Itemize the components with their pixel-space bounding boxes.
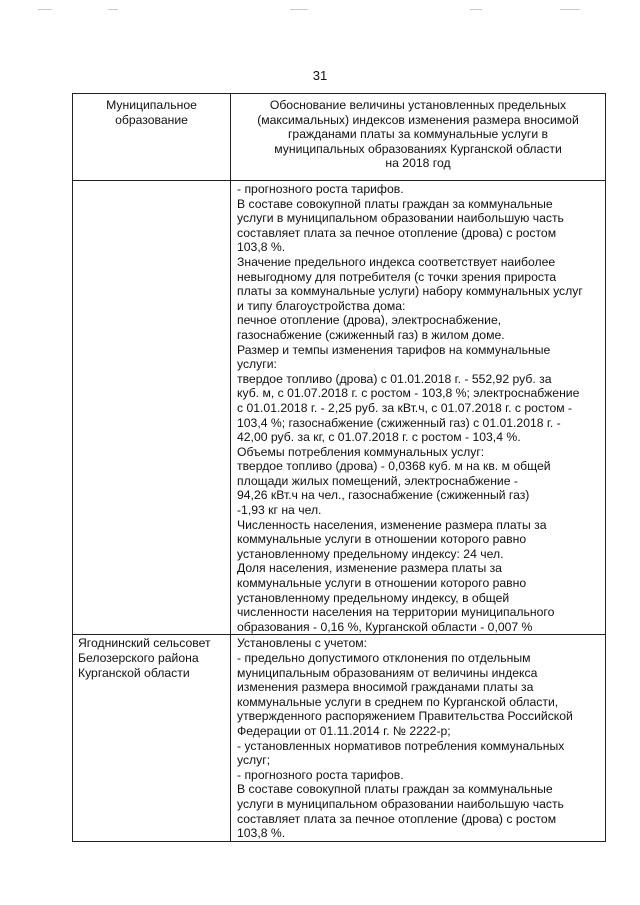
justification-line: утвержденного распоряжением Правительства Российской bbox=[237, 709, 573, 724]
justification-line: платы за коммунальные услуги) набору коммунальных услуг bbox=[237, 284, 583, 299]
table-header-row bbox=[73, 94, 606, 181]
table-row bbox=[73, 181, 606, 635]
justification-line: Численность населения, изменение размера платы за bbox=[237, 517, 547, 532]
header-municipality-line: образование bbox=[115, 112, 188, 127]
justification-line: изменения размера вносимой гражданами платы за bbox=[237, 680, 534, 695]
justification-cell bbox=[231, 635, 606, 841]
header-justification-line: гражданами платы за коммунальные услуги в bbox=[287, 127, 549, 142]
scan-artifact bbox=[560, 9, 580, 10]
header-justification-line: (максимальных) индексов изменения размера вносимой bbox=[257, 112, 579, 127]
scan-artifact bbox=[108, 9, 118, 10]
justification-line: муниципальным образованиям от величины индекса bbox=[237, 665, 538, 680]
scan-artifact bbox=[38, 9, 52, 10]
justification-line: коммунальные услуги в среднем по Курганской области, bbox=[237, 694, 559, 709]
justification-line: В составе совокупной платы граждан за коммунальные bbox=[237, 782, 553, 797]
justification-line: - прогнозного роста тарифов. bbox=[237, 767, 404, 782]
justification-line: твердое топливо (дрова) - 0,0368 куб. м на кв. м общей bbox=[237, 459, 551, 474]
justification-line: и типу благоустройства дома: bbox=[237, 298, 406, 313]
justification-line: Объемы потребления коммунальных услуг: bbox=[237, 444, 485, 459]
justification-line: Установлены с учетом: bbox=[237, 636, 367, 651]
justification-line: куб. м, с 01.07.2018 г. с ростом - 103,8 %; электроснабжение bbox=[237, 386, 580, 401]
municipality-cell bbox=[73, 635, 231, 841]
justification-line: Доля населения, изменение размера платы за bbox=[237, 561, 502, 576]
justification-line: газоснабжение (сжиженный газ) в жилом доме. bbox=[237, 327, 505, 342]
scan-artifact bbox=[290, 9, 308, 10]
justification-line: Значение предельного индекса соответствует наиболее bbox=[237, 254, 556, 269]
justification-line: установленному предельному индексу: 24 чел. bbox=[237, 546, 504, 561]
justification-line: 103,4 %; газоснабжение (сжиженный газ) с 01.01.2018 г. - bbox=[237, 415, 561, 430]
municipality-line: Ягоднинский сельсовет bbox=[78, 636, 211, 651]
page-number: 31 bbox=[312, 68, 328, 83]
justification-line: площади жилых помещений, электроснабжение - bbox=[237, 473, 518, 488]
justification-line: - прогнозного роста тарифов. bbox=[237, 182, 404, 196]
header-municipality bbox=[73, 94, 231, 181]
justification-line: твердое топливо (дрова) с 01.01.2018 г. - 552,92 руб. за bbox=[237, 371, 552, 386]
justification-line: услуги в муниципальном образовании наибольшую часть bbox=[237, 211, 564, 226]
header-justification-line: муниципальных образованиях Курганской области bbox=[274, 141, 562, 156]
justification-line: невыгодному для потребителя (с точки зрения прироста bbox=[237, 269, 557, 284]
justification-line: печное отопление (дрова), электроснабжение, bbox=[237, 313, 502, 328]
justification-line: коммунальные услуги в отношении которого равно bbox=[237, 532, 527, 547]
municipality-cell bbox=[73, 181, 231, 635]
header-justification bbox=[231, 94, 606, 181]
justification-line: составляет плата за печное отопление (дрова) с ростом bbox=[237, 225, 557, 240]
municipality-line: Курганской области bbox=[78, 665, 190, 680]
municipality-line: Белозерского района bbox=[78, 651, 199, 665]
justification-line: услуг; bbox=[237, 753, 271, 768]
justification-line: услуги в муниципальном образовании наибольшую часть bbox=[237, 796, 564, 811]
justification-line: составляет плата за печное отопление (дрова) с ростом bbox=[237, 811, 557, 826]
justification-line: численности населения на территории муниципального bbox=[237, 605, 555, 620]
justification-line: Федерации от 01.11.2014 г. № 2222-р; bbox=[237, 723, 451, 738]
justification-line: 103,8 %. bbox=[237, 240, 286, 255]
justification-line: с 01.01.2018 г. - 2,25 руб. за кВт.ч, с 01.07.2018 г. с ростом - bbox=[237, 400, 573, 415]
justification-line: установленному предельному индексу, в общей bbox=[237, 590, 510, 605]
justification-line: - предельно допустимого отклонения по отдельным bbox=[237, 651, 531, 665]
justification-line: коммунальные услуги в отношении которого равно bbox=[237, 576, 527, 591]
justification-line: 103,8 %. bbox=[237, 826, 286, 841]
scan-artifact bbox=[470, 9, 482, 10]
justification-line: 94,26 кВт.ч на чел., газоснабжение (сжиженный газ) bbox=[237, 488, 530, 503]
table-row bbox=[73, 635, 606, 841]
justification-line: услуги: bbox=[237, 357, 277, 372]
header-justification-line: на 2018 год bbox=[385, 156, 451, 171]
justification-line: - установленных нормативов потребления коммунальных bbox=[237, 738, 565, 753]
justification-line: В составе совокупной платы граждан за коммунальные bbox=[237, 196, 553, 211]
justification-line: образования - 0,16 %, Курганской области - 0,007 % bbox=[237, 619, 533, 634]
tariff-index-table bbox=[72, 93, 606, 842]
justification-line: -1,93 кг на чел. bbox=[237, 503, 322, 518]
justification-line: Размер и темпы изменения тарифов на коммунальные bbox=[237, 342, 551, 357]
justification-line: 42,00 руб. за кг, с 01.07.2018 г. с ростом - 103,4 %. bbox=[237, 430, 521, 445]
header-justification-line: Обоснование величины установленных предельных bbox=[269, 98, 567, 112]
justification-cell bbox=[231, 181, 606, 635]
header-municipality-line: Муниципальное bbox=[106, 98, 197, 112]
